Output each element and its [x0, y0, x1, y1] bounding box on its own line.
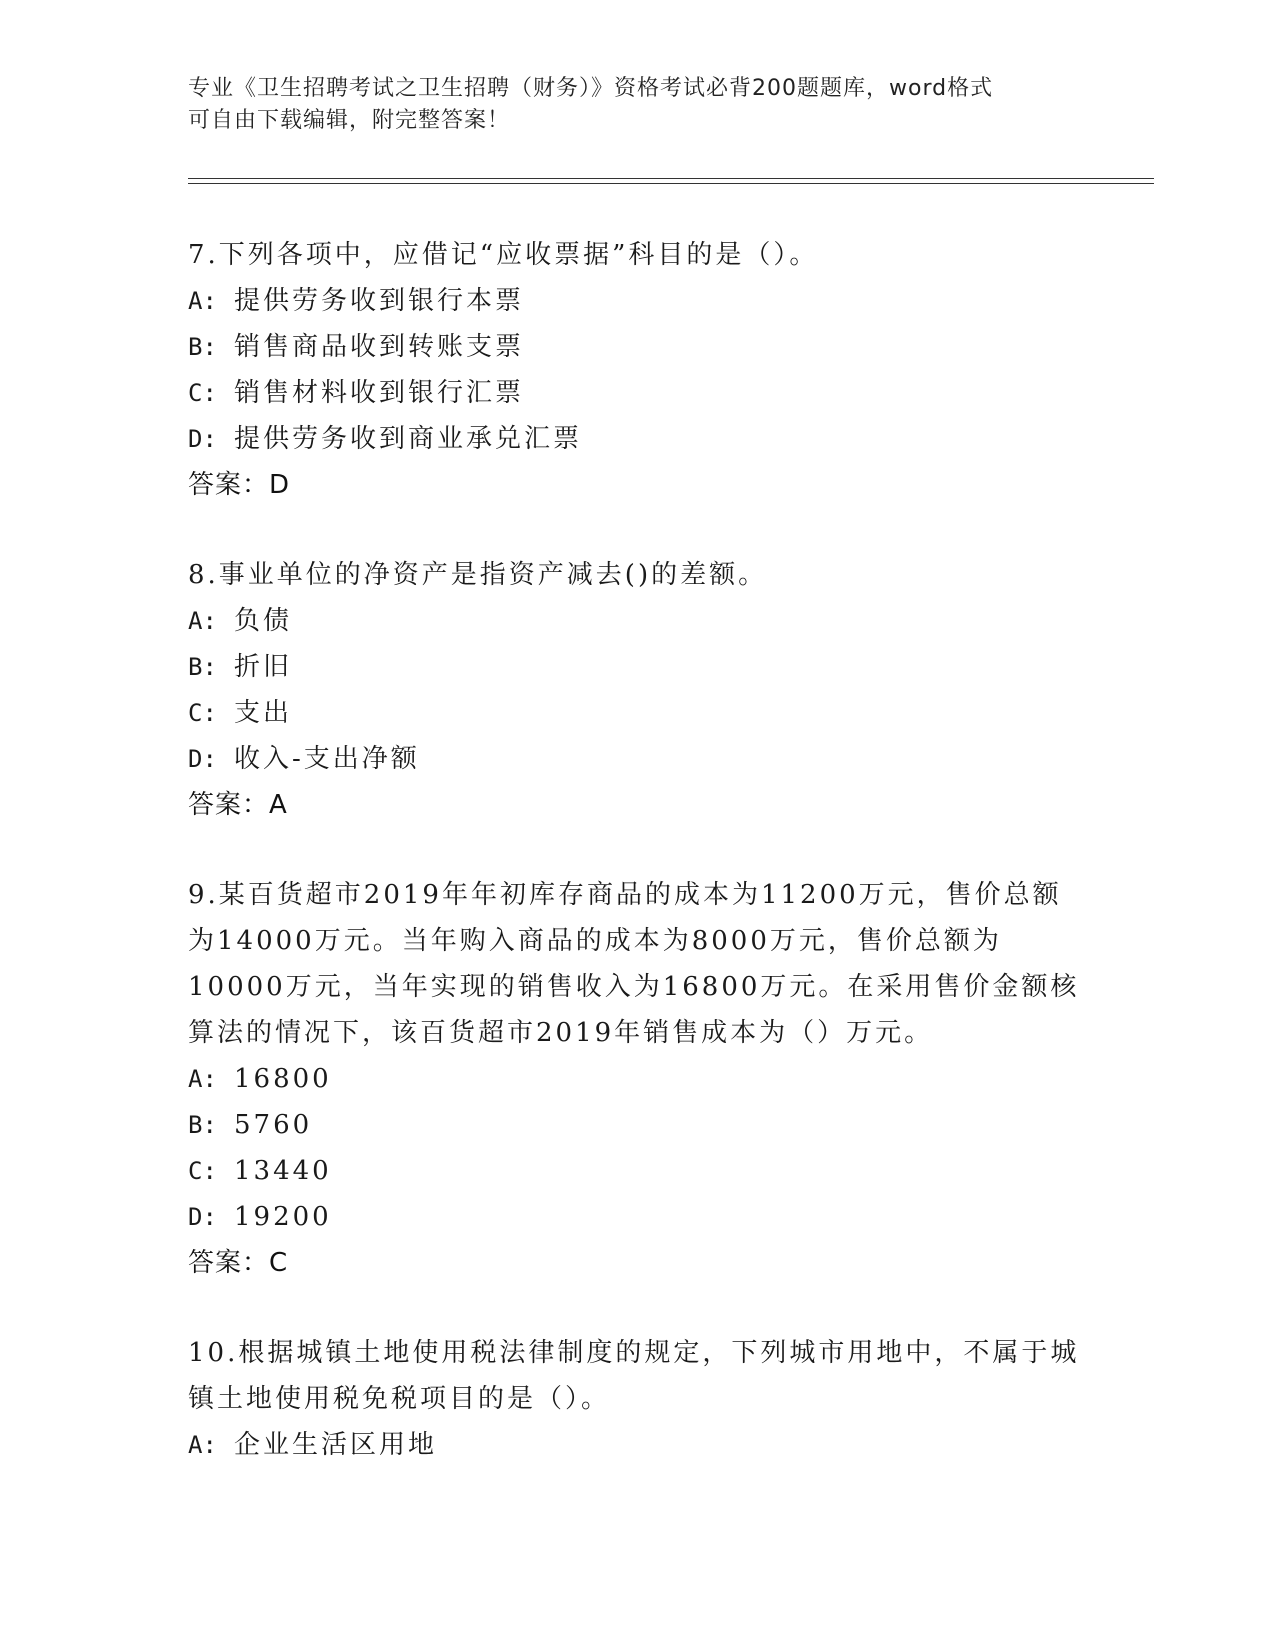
option-b	[188, 644, 1088, 690]
option-key: C:	[188, 1157, 217, 1185]
option-c	[188, 370, 1088, 416]
answer-line: 答案：C	[188, 1248, 289, 1278]
option-text: 支出	[234, 698, 293, 728]
option-key: A:	[188, 287, 217, 315]
option-text: 负债	[234, 606, 293, 636]
option-text: 提供劳务收到银行本票	[234, 286, 525, 316]
option-a	[188, 1422, 1088, 1468]
option-key: D:	[188, 1203, 217, 1231]
option-text: 19200	[234, 1202, 332, 1232]
answer-line: 答案：D	[188, 470, 291, 500]
option-d	[188, 736, 1088, 782]
question-stem: 9.某百货超市2019年年初库存商品的成本为11200万元，售价总额为14000万元。当年购入商品的成本为8000万元，售价总额为10000万元，当年实现的销售收入为16800万元。在采用售价金额核算法的情况下，该百货超市2019年销售成本为（）万元。	[188, 880, 1080, 1048]
option-key: B:	[188, 1111, 217, 1139]
option-key: D:	[188, 745, 217, 773]
option-text: 销售材料收到银行汇票	[234, 378, 525, 408]
option-text: 16800	[234, 1064, 332, 1094]
option-text: 13440	[234, 1156, 332, 1186]
question-7	[188, 232, 1088, 508]
option-d	[188, 416, 1088, 462]
option-text: 5760	[234, 1110, 313, 1140]
option-a	[188, 1056, 1088, 1102]
option-c	[188, 690, 1088, 736]
option-key: A:	[188, 607, 217, 635]
option-key: A:	[188, 1065, 217, 1093]
option-a	[188, 278, 1088, 324]
option-key: B:	[188, 653, 217, 681]
option-b	[188, 324, 1088, 370]
header-line-2: 可自由下载编辑，附完整答案！	[188, 108, 511, 133]
question-stem: 8.事业单位的净资产是指资产减去()的差额。	[188, 560, 768, 590]
option-d	[188, 1194, 1088, 1240]
question-list	[188, 232, 1088, 1512]
option-key: D:	[188, 425, 217, 453]
option-c	[188, 1148, 1088, 1194]
option-key: B:	[188, 333, 217, 361]
answer-line: 答案：A	[188, 790, 288, 820]
option-key: C:	[188, 379, 217, 407]
option-key: C:	[188, 699, 217, 727]
option-key: A:	[188, 1431, 217, 1459]
option-text: 销售商品收到转账支票	[234, 332, 525, 362]
option-text: 折旧	[234, 652, 293, 682]
option-text: 提供劳务收到商业承兑汇票	[234, 424, 583, 454]
option-text: 企业生活区用地	[234, 1430, 438, 1460]
option-text: 收入-支出净额	[234, 744, 420, 774]
header-line-1: 专业《卫生招聘考试之卫生招聘（财务）》资格考试必背200题题库，word格式	[188, 76, 994, 101]
question-stem: 10.根据城镇土地使用税法律制度的规定，下列城市用地中，不属于城镇土地使用税免税项目的是（）。	[188, 1338, 1080, 1414]
question-8	[188, 552, 1088, 828]
question-9	[188, 872, 1088, 1286]
question-10	[188, 1330, 1088, 1468]
option-a	[188, 598, 1088, 644]
option-b	[188, 1102, 1088, 1148]
header-divider	[188, 178, 1154, 184]
question-stem: 7.下列各项中，应借记“应收票据”科目的是（）。	[188, 240, 819, 270]
document-header	[188, 73, 1068, 137]
